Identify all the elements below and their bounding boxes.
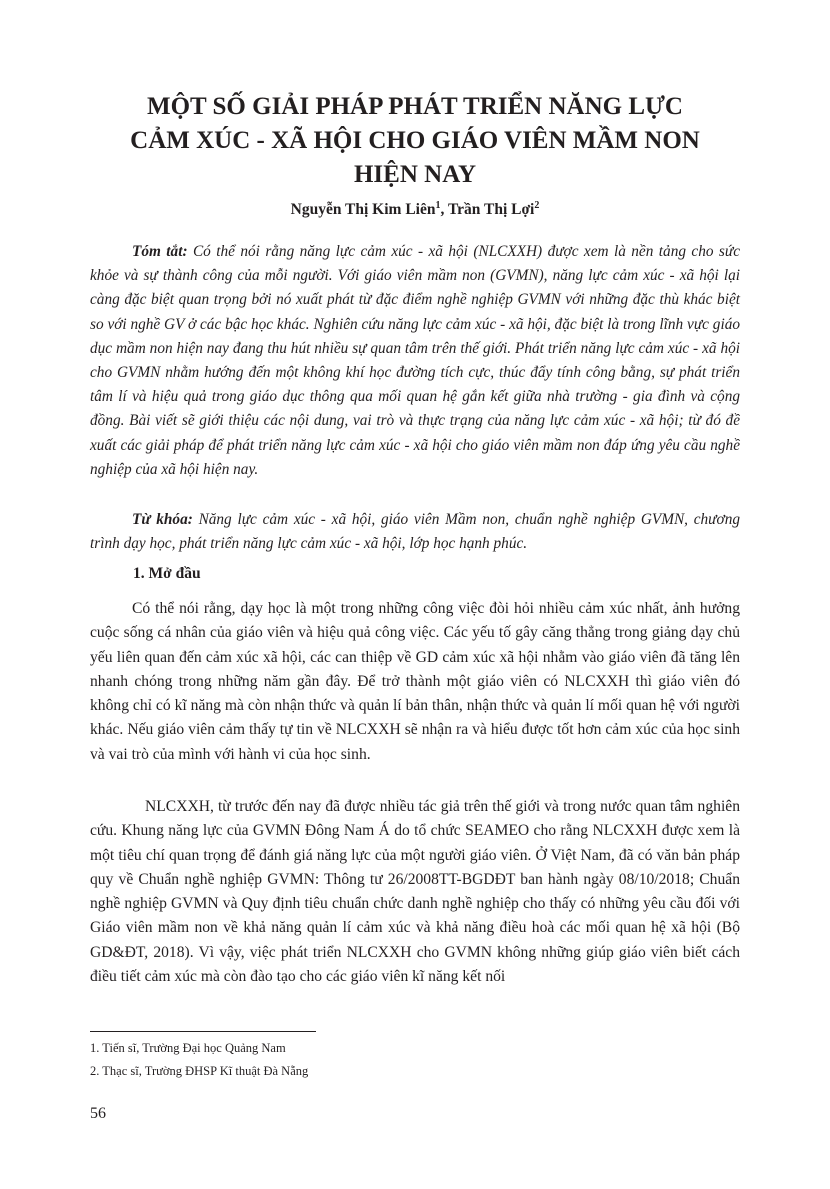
title-line-3: HIỆN NAY	[353, 161, 477, 188]
author-affiliation-mark: 1	[435, 200, 441, 211]
author-name: Nguyễn Thị Kim Liên	[290, 201, 436, 218]
author-separator: ,	[440, 201, 448, 218]
body-paragraph: Có thể nói rằng, dạy học là một trong những công việc đòi hỏi nhiều cảm xúc nhất, ảnh hưởng cuộc sống cá nhân của giáo viên và hiệu quả công việc. Các yếu tố gây căng thẳng trong giảng dạy chủ yếu liên quan đến cảm xúc xã hội, các can thiệp về GD cảm xúc xã hội nhằm vào giáo viên đã tăng lên nhanh chóng trong những năm gần đây. Để trở thành một giáo viên có NLCXXH thì giáo viên đó không chỉ có kĩ năng mà còn nhận thức và quản lí bản thân, nhận thức và quản lí mối quan hệ với người khác. Nếu giáo viên cảm thấy tự tin về NLCXXH sẽ nhận ra và hiểu được tốt hơn cảm xúc của học sinh và vai trò của mình với hành vi của học sinh.	[90, 600, 740, 763]
author-name: Trần Thị Lợi	[447, 201, 535, 218]
keywords-label: Từ khóa:	[132, 511, 193, 528]
abstract	[90, 240, 740, 482]
title-line-1: MỘT SỐ GIẢI PHÁP PHÁT TRIỂN NĂNG LỰC	[147, 93, 683, 120]
page-number: 56	[90, 1105, 106, 1122]
paper-title	[90, 90, 740, 192]
footnote: 2. Thạc sĩ, Trường ĐHSP Kĩ thuật Đà Nẵng	[90, 1064, 309, 1078]
title-line-2: CẢM XÚC - XÃ HỘI CHO GIÁO VIÊN MẦM NON	[130, 127, 700, 154]
body-paragraph: NLCXXH, từ trước đến nay đã được nhiều tác giả trên thế giới và trong nước quan tâm nghiên cứu. Khung năng lực của GVMN Đông Nam Á do tổ chức SEAMEO cho rằng NLCXXH được xem là một tiêu chí quan trọng để đánh giá năng lực của một người giáo viên. Ở Việt Nam, đã có văn bản pháp quy về Chuẩn nghề nghiệp GVMN: Thông tư 26/2008TT-BGDĐT ban hành ngày 08/10/2018; Chuẩn nghề nghiệp GVMN và Quy định tiêu chuẩn chức danh nghề nghiệp cho thấy có những yêu cầu đối với Giáo viên mầm non về khả năng quản lí cảm xúc và khả năng điều hoà các mối quan hệ xã hội (Bộ GD&ĐT, 2018). Vì vậy, việc phát triển NLCXXH cho GVMN không những giúp giáo viên biết cách điều tiết cảm xúc mà còn đào tạo cho các giáo viên kĩ năng kết nối	[90, 798, 740, 986]
abstract-label: Tóm tắt:	[132, 243, 188, 260]
abstract-text: Có thể nói rằng năng lực cảm xúc - xã hội (NLCXXH) được xem là nền tảng cho sức khỏe và sự thành công của mỗi người. Với giáo viên mầm non (GVMN), năng lực cảm xúc - xã hội lại càng đặc biệt quan trọng bởi nó xuất phát từ đặc điểm nghề nghiệp GVMN với những đặc thù khác biệt so với nghề GV ở các bậc học khác. Nghiên cứu năng lực cảm xúc - xã hội, đặc biệt là trong lĩnh vực giáo dục mầm non hiện nay đang thu hút nhiều sự quan tâm trên thế giới. Phát triển năng lực cảm xúc - xã hội cho GVMN nhằm hướng đến một không khí học đường tích cực, thúc đẩy tính công bằng, sự phát triển tâm lí và hiệu quả trong giáo dục thông qua mối quan hệ gắn kết giữa nhà trường - gia đình và cộng đồng. Bài viết sẽ giới thiệu các nội dung, vai trò và thực trạng của năng lực cảm xúc - xã hội; từ đó đề xuất các giải pháp để phát triển năng lực cảm xúc - xã hội cho giáo viên mầm non đáp ứng yêu cầu nghề nghiệp của xã hội hiện nay.	[90, 243, 740, 478]
footnote-divider	[90, 1031, 316, 1032]
author-affiliation-mark: 2	[534, 200, 540, 211]
footnote: 1. Tiến sĩ, Trường Đại học Quảng Nam	[90, 1041, 286, 1055]
keywords-text: Năng lực cảm xúc - xã hội, giáo viên Mầm non, chuẩn nghề nghiệp GVMN, chương trình dạy học, phát triển năng lực cảm xúc - xã hội, lớp học hạnh phúc.	[90, 511, 740, 553]
author-list	[90, 199, 740, 221]
section-heading: 1. Mở đầu	[133, 565, 201, 582]
keywords	[90, 508, 740, 556]
